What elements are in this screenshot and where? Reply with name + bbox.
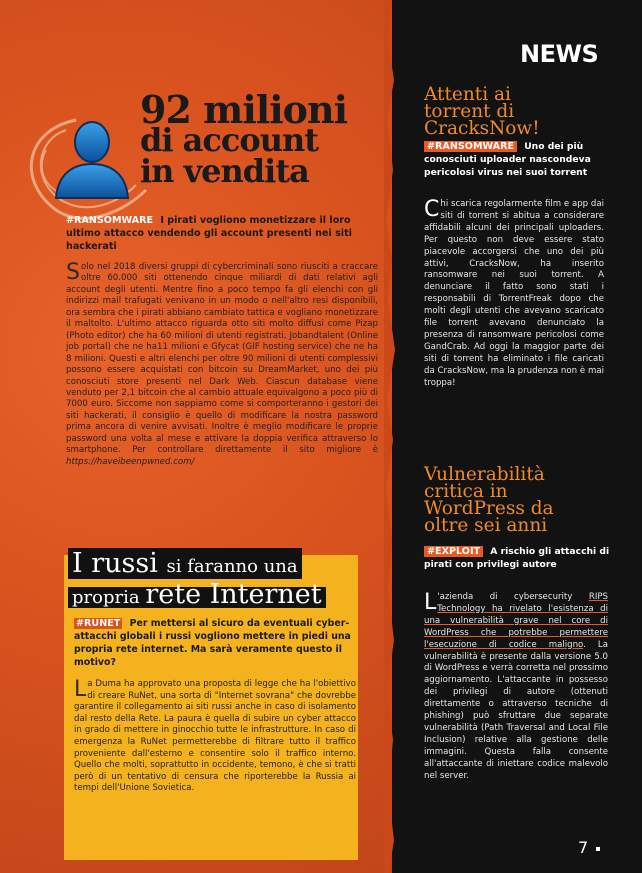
article2-title-a: I russi: [72, 548, 158, 579]
article2-title-b: si faranno una: [166, 556, 298, 577]
article2-subtitle: [74, 617, 354, 669]
page-number-text: 7: [578, 838, 589, 857]
article1-subtitle-text: I pirati vogliono monetizzare il loro ultimo attacco vendendo gli account presenti nei siti hackerati: [66, 215, 352, 252]
article3-subtitle-text: Uno dei più conosciuti uploader nascondeva pericolosi virus nei suoi torrent: [424, 141, 591, 178]
article4-title-line3: WordPress da: [424, 498, 554, 519]
article3-subtitle: [424, 140, 610, 179]
article4-subtitle-text: A rischio gli attacchi di pirati con privilegi autore: [424, 546, 610, 570]
article3-title-line2: torrent di: [424, 101, 515, 122]
article1-url-link[interactable]: https://haveibeenpwned.com/: [66, 456, 195, 467]
article1-tag: #RANSOMWARE: [66, 215, 154, 226]
page-dot: [596, 847, 600, 851]
article2-body: [74, 679, 356, 795]
article4-title-line4: oltre sei anni: [424, 515, 548, 536]
article4-title-line2: critica in: [424, 481, 508, 502]
article1-title: [140, 87, 380, 190]
article4-body-rest: . La vulnerabilità è presente dalla versione 5.0 di WordPress e verrà corretta nel prossimo aggiornamento. L'attaccante in possesso dei privilegi di autore (ottenuti direttamente o attraverso tecniche di phishing) può sfruttare due separate vulnerabilità (Path Traversal and Local File Inclusion) relative alla gestione delle immagini. Questa falla consente all'attaccante di iniettare codice malevolo nel server.: [424, 639, 608, 781]
article3-body-text: hi scarica regolarmente film e app dai siti di torrent si abitua a considerare affidabili alcuni dei principali uploaders. Per questo non deve essere stato piacevole accorgersi che uno dei più attivi, CracksNow, ha inserito ransomware nei suoi torrent. A denunciare il fatto sono stati i responsabili di TorrentFreak dopo che molti degli utenti che avevano scaricato file torrent avevano denunciato la presenza di ransomware pericolosi come GandCrab. Ad oggi la maggior parte dei siti di torrent ha eliminato i file caricati da CracksNow, ma la prudenza non è mai troppa!: [424, 199, 604, 388]
user-silhouette-icon: [52, 118, 132, 200]
article2-title-c: propria: [72, 587, 140, 608]
article4-body-intro: 'azienda di cybersecurity: [437, 592, 589, 602]
article2-title-d: rete Internet: [145, 579, 322, 610]
article1-body-text: olo nel 2018 diversi gruppi di cybercriminali sono riusciti a craccare oltre 60.000 siti ottenendo cinque miliardi di dati relativi agli account degli utenti. Mentre fino a poco tempo fa gli elenchi con gli indirizzi mail trafugati venivano in un modo o nell'altro resi disponibili, ora sembra che i pirati abbiano cambiato tattica e vogliano monetizzare il maltolto. L'ultimo attacco riguarda otto siti molto diffusi come Pizap (Photo editor) che ha 60 milioni di utenti registrati, Jobandtalent (Online job portal) che ne ha11 milioni e Gfycat (GIF hosting service) che ne ha 8 milioni. Questi e altri elenchi per oltre 90 milioni di utenti complessivi possono essere acquistati con bitcoin su DreamMarket, uno dei più conosciuti store presenti nel Dark Web. Ciascun database viene venduto per 2,1 bitcoin che al cambio attuale equivalgono a poco più di 7000 euro. Siccome non sappiamo come si comporteranno i gestori dei siti hackerati, il consiglio è quello di modificare la nostra password prima ancora di venire avvisati. Inoltre è meglio modificare le proprie password una volta al mese e attivare la doppia verifica attraverso lo smartphone. Per controllare direttamente il sito migliore è: [66, 262, 378, 456]
article1-title-line3: in vendita: [140, 152, 309, 190]
article3-body: [424, 199, 604, 390]
article3-dropcap: C: [424, 197, 440, 222]
article3-tag: #RANSOMWARE: [424, 141, 517, 152]
article4-title-line1: Vulnerabilità: [424, 464, 545, 485]
article4-subtitle: [424, 545, 622, 571]
article1-dropcap: S: [66, 260, 80, 285]
article1-title-line1: 92 milioni: [140, 87, 348, 132]
section-label: NEWS: [520, 40, 599, 68]
article2-tag: #RUNET: [76, 618, 121, 629]
torn-edge: [384, 0, 398, 873]
article3-title-line1: Attenti ai: [424, 84, 511, 105]
article4-body-underlined: RIPS Technology ha rivelato l'esistenza di una vulnerabilità grave nel core di WordPress che potrebbe permettere l'esecuzione di codice maligno: [424, 592, 608, 650]
article2-body-text: a Duma ha approvato una proposta di legge che ha l'obiettivo di creare RuNet, una sorta di "Internet sovrana" che dovrebbe garantire il collegamento ai siti russi anche in caso di isolamento dal resto della Rete. La paura è quella di subire un cyber attacco in grado di mettere in ginocchio tutte le infrastrutture. In caso di emergenza la RuNet permetterebbe di filtrare tutto il traffico proveniente dall'esterno e consentire solo il traffico interno. Quello che molti, soprattutto in occidente, temono, è che si tratti però di un tentativo di censura che riporterebbe la Russia ai tempi dell'Unione Sovietica.: [74, 679, 356, 794]
article3-title: [424, 86, 624, 137]
article1-subtitle: [66, 214, 374, 253]
article3-title-line3: CracksNow!: [424, 118, 540, 139]
article2-dropcap: L: [74, 677, 87, 702]
article2-title: [68, 550, 368, 612]
article4-tag: #EXPLOIT: [424, 546, 483, 557]
article2-subtitle-text: Per mettersi al sicuro da eventuali cyber-attacchi globali i russi vogliono mettere in piedi una propria rete internet. Ma sarà veramente questo il motivo?: [74, 618, 351, 668]
page-number: [578, 838, 600, 857]
article1-title-line2: di account: [140, 121, 319, 159]
article4-title: [424, 466, 614, 534]
article4-body: [424, 592, 608, 783]
article1-body: [66, 262, 378, 468]
article4-dropcap: L: [424, 590, 437, 615]
